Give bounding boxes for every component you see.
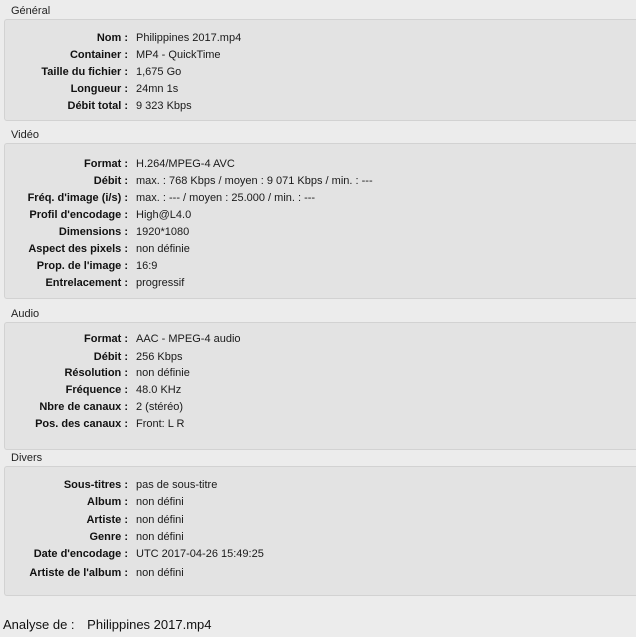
info-row — [5, 399, 636, 416]
info-row — [5, 173, 636, 190]
row-label: Format : — [84, 333, 128, 345]
row-label: Débit : — [93, 175, 128, 187]
row-value: 2 (stéréo) — [136, 401, 184, 413]
info-row — [5, 190, 636, 207]
info-row — [5, 529, 636, 546]
info-row — [5, 241, 636, 258]
row-value: non défini — [136, 496, 184, 508]
row-label: Fréq. d'image (i/s) : — [27, 192, 128, 204]
row-label: Nbre de canaux : — [39, 401, 128, 413]
row-value: non définie — [136, 243, 190, 255]
row-value: non défini — [136, 531, 184, 543]
row-value: H.264/MPEG-4 AVC — [136, 158, 235, 170]
info-row — [5, 207, 636, 224]
row-value: 256 Kbps — [136, 351, 183, 363]
row-value: non défini — [136, 567, 184, 579]
row-label: Dimensions : — [58, 226, 128, 238]
row-label: Aspect des pixels : — [28, 243, 128, 255]
row-label: Format : — [84, 158, 128, 170]
row-value: Philippines 2017.mp4 — [136, 32, 242, 44]
info-row — [5, 47, 636, 64]
row-value: non défini — [136, 514, 184, 526]
info-row — [5, 416, 636, 433]
section-video — [0, 128, 636, 300]
info-row — [5, 98, 636, 115]
row-label: Débit : — [93, 351, 128, 363]
info-row — [5, 565, 636, 582]
row-label: Entrelacement : — [45, 277, 128, 289]
info-row — [5, 477, 636, 494]
section-general — [0, 4, 636, 122]
row-label: Longueur : — [70, 83, 128, 95]
row-label: Taille du fichier : — [41, 66, 128, 78]
info-row — [5, 546, 636, 563]
row-value: UTC 2017-04-26 15:49:25 — [136, 548, 264, 560]
info-row — [5, 156, 636, 173]
row-label: Artiste : — [86, 514, 128, 526]
info-row — [5, 81, 636, 98]
row-value: max. : --- / moyen : 25.000 / min. : --- — [136, 192, 316, 204]
info-row — [5, 349, 636, 366]
row-label: Artiste de l'album : — [29, 567, 128, 579]
row-label: Débit total : — [67, 100, 128, 112]
analysis-filename: Philippines 2017.mp4 — [87, 617, 212, 632]
row-value: 1,675 Go — [136, 66, 182, 78]
section-box — [4, 322, 636, 450]
row-value: High@L4.0 — [136, 209, 192, 221]
section-title: Divers — [11, 452, 43, 464]
row-label: Album : — [87, 496, 128, 508]
info-row — [5, 30, 636, 47]
row-value: pas de sous-titre — [136, 479, 218, 491]
analysis-label: Analyse de : — [3, 617, 75, 632]
row-label: Fréquence : — [65, 384, 128, 396]
row-label: Sous-titres : — [63, 479, 128, 491]
row-value: max. : 768 Kbps / moyen : 9 071 Kbps / min. : --- — [136, 175, 373, 187]
row-label: Date d'encodage : — [33, 548, 128, 560]
row-label: Container : — [69, 49, 128, 61]
analysis-footer — [3, 616, 211, 633]
info-row — [5, 382, 636, 399]
row-value: 48.0 KHz — [136, 384, 182, 396]
row-label: Genre : — [89, 531, 128, 543]
row-value: AAC - MPEG-4 audio — [136, 333, 241, 345]
info-row — [5, 224, 636, 241]
section-box — [4, 466, 636, 596]
section-title: Audio — [11, 308, 40, 320]
row-label: Prop. de l'image : — [36, 260, 128, 272]
row-label: Pos. des canaux : — [35, 418, 128, 430]
row-value: 9 323 Kbps — [136, 100, 192, 112]
section-title: Général — [11, 5, 51, 17]
section-box — [4, 143, 636, 299]
row-value: non définie — [136, 367, 190, 379]
section-misc — [0, 451, 636, 599]
info-row — [5, 64, 636, 81]
info-row — [5, 258, 636, 275]
info-row — [5, 494, 636, 511]
info-row — [5, 275, 636, 292]
row-value: 16:9 — [136, 260, 158, 272]
row-label: Profil d'encodage : — [29, 209, 128, 221]
row-value: MP4 - QuickTime — [136, 49, 221, 61]
row-value: progressif — [136, 277, 185, 289]
info-row — [5, 512, 636, 529]
info-row — [5, 331, 636, 348]
row-label: Résolution : — [64, 367, 128, 379]
row-value: Front: L R — [136, 418, 185, 430]
section-box — [4, 19, 636, 121]
section-title: Vidéo — [11, 129, 39, 141]
row-value: 1920*1080 — [136, 226, 190, 238]
row-label: Nom : — [96, 32, 128, 44]
row-value: 24mn 1s — [136, 83, 179, 95]
info-row — [5, 365, 636, 382]
section-audio — [0, 307, 636, 452]
